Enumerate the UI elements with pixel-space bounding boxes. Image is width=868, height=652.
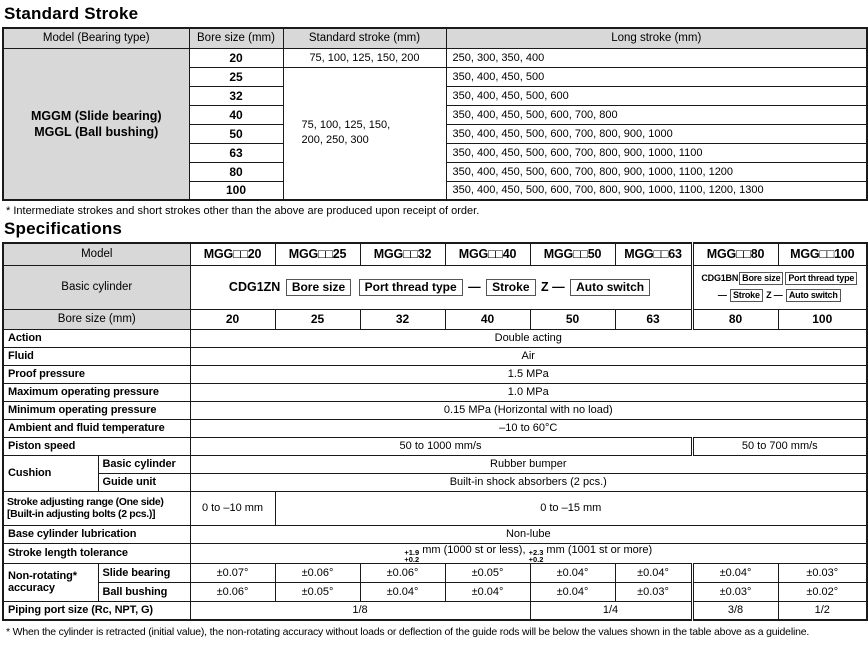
bore-cell: 40 [445, 309, 530, 329]
dash: — [773, 290, 783, 300]
piping-value-50-63: 1/4 [530, 601, 692, 620]
auto-switch-box: Auto switch [786, 289, 841, 302]
ambient-temp-value: –10 to 60°C [190, 419, 867, 437]
long-stroke-cell: 350, 400, 450, 500, 600, 700, 800 [446, 105, 867, 124]
slide-accuracy-cell: ±0.04° [530, 563, 615, 582]
model-mggm: MGGM (Slide bearing) [30, 108, 162, 123]
cushion-basic-row [3, 455, 867, 473]
port-thread-type-box: Port thread type [785, 272, 857, 285]
stroke-adjusting-label-line1: Stroke adjusting range (One side) [7, 496, 164, 508]
piston-speed-row [3, 437, 867, 455]
tolerance-text-2: mm (1001 st or more) [543, 543, 653, 556]
part-number-diagram-cdg1zn [190, 265, 692, 309]
port-thread-type-box: Port thread type [359, 279, 463, 296]
dash: — [552, 279, 565, 294]
fluid-value: Air [190, 347, 867, 365]
bore-cell: 100 [189, 181, 283, 200]
stroke-adjusting-row [3, 491, 867, 525]
long-stroke-cell: 350, 400, 450, 500 [446, 67, 867, 86]
bore-cell: 80 [692, 309, 778, 329]
model-cell: MGG□□80 [692, 243, 778, 265]
diagram-line1 [694, 270, 867, 287]
ambient-temp-row [3, 419, 867, 437]
model-cell: MGG□□63 [615, 243, 692, 265]
max-pressure-label: Maximum operating pressure [3, 383, 190, 401]
tolerance-value [190, 543, 867, 563]
tolerance-row [3, 543, 867, 563]
long-stroke-cell: 350, 400, 450, 500, 600, 700, 800, 900, 1000, 1100, 1200 [446, 162, 867, 181]
bore-cell: 20 [189, 48, 283, 67]
cushion-label: Cushion [3, 455, 98, 491]
standard-stroke-line1: 75, 100, 125, 150, [301, 119, 391, 132]
stroke-adjusting-label [3, 491, 190, 525]
ball-accuracy-cell: ±0.04° [445, 582, 530, 601]
long-stroke-cell: 350, 400, 450, 500, 600, 700, 800, 900, 1000 [446, 124, 867, 143]
header-model-bearing-type: Model (Bearing type) [3, 28, 189, 48]
standard-stroke-title: Standard Stroke [4, 4, 139, 23]
slide-accuracy-cell: ±0.07° [190, 563, 275, 582]
standard-stroke-table [2, 27, 868, 201]
fluid-row [3, 347, 867, 365]
long-stroke-cell: 250, 300, 350, 400 [446, 48, 867, 67]
bore-cell: 25 [189, 67, 283, 86]
lubrication-row [3, 525, 867, 543]
non-rotating-ball-row [3, 582, 867, 601]
proof-pressure-row [3, 365, 867, 383]
bore-cell: 100 [778, 309, 867, 329]
bore-cell: 20 [190, 309, 275, 329]
bore-cell: 80 [189, 162, 283, 181]
table-row [3, 48, 867, 67]
model-cell: MGG□□50 [530, 243, 615, 265]
tolerance-fraction-1 [404, 549, 419, 563]
header-standard-stroke: Standard stroke (mm) [283, 28, 446, 48]
piping-value-20-40: 1/8 [190, 601, 530, 620]
diagram-prefix: CDG1ZN [228, 279, 281, 294]
tolerance-label: Stroke length tolerance [3, 543, 190, 563]
ball-accuracy-cell: ±0.03° [692, 582, 778, 601]
model-cell: MGG□□100 [778, 243, 867, 265]
ball-accuracy-cell: ±0.04° [360, 582, 445, 601]
bore-cell: 50 [530, 309, 615, 329]
piping-value-100: 1/2 [778, 601, 867, 620]
piston-speed-value-80-100: 50 to 700 mm/s [692, 437, 867, 455]
max-pressure-row [3, 383, 867, 401]
tolerance-sup: +2.3 [528, 547, 544, 557]
tolerance-sup: +1.9 [404, 547, 420, 557]
bore-size-label: Bore size (mm) [3, 309, 190, 329]
min-pressure-label: Minimum operating pressure [3, 401, 190, 419]
slide-bearing-label: Slide bearing [98, 563, 190, 582]
ball-bushing-label: Ball bushing [98, 582, 190, 601]
dash: — [717, 290, 727, 300]
ball-accuracy-cell: ±0.02° [778, 582, 867, 601]
proof-pressure-value: 1.5 MPa [190, 365, 867, 383]
dash: — [468, 279, 481, 294]
z-symbol: Z [766, 290, 772, 300]
header-long-stroke: Long stroke (mm) [446, 28, 867, 48]
action-row [3, 329, 867, 347]
stroke-adjusting-label-line2: [Built-in adjusting bolts (2 pcs.)] [7, 508, 156, 520]
cushion-guide-row [3, 473, 867, 491]
model-cell: MGG□□32 [360, 243, 445, 265]
model-row-label: Model [3, 243, 190, 265]
long-stroke-cell: 350, 400, 450, 500, 600 [446, 86, 867, 105]
long-stroke-cell: 350, 400, 450, 500, 600, 700, 800, 900, 1000, 1100, 1200, 1300 [446, 181, 867, 200]
piston-speed-label: Piston speed [3, 437, 190, 455]
bore-size-box: Bore size [286, 279, 351, 296]
lubrication-label: Base cylinder lubrication [3, 525, 190, 543]
specifications-table [2, 242, 868, 621]
standard-stroke-20-cell: 75, 100, 125, 150, 200 [283, 48, 446, 67]
cushion-basic-label: Basic cylinder [98, 455, 190, 473]
tolerance-sub: +0.2 [528, 554, 544, 563]
model-row [3, 243, 867, 265]
standard-stroke-merged-cell [283, 67, 446, 200]
slide-accuracy-cell: ±0.04° [615, 563, 692, 582]
non-rotating-label-line2: accuracy [8, 582, 55, 594]
long-stroke-cell: 350, 400, 450, 500, 600, 700, 800, 900, 1000, 1100 [446, 143, 867, 162]
slide-accuracy-cell: ±0.06° [275, 563, 360, 582]
piping-value-80: 3/8 [692, 601, 778, 620]
min-pressure-value: 0.15 MPa (Horizontal with no load) [190, 401, 867, 419]
min-pressure-row [3, 401, 867, 419]
action-value: Double acting [190, 329, 867, 347]
tolerance-fraction-2 [529, 549, 544, 563]
basic-cylinder-label: Basic cylinder [3, 265, 190, 309]
bore-cell: 40 [189, 105, 283, 124]
bore-size-row [3, 309, 867, 329]
specifications-title: Specifications [4, 219, 123, 238]
piping-port-label: Piping port size (Rc, NPT, G) [3, 601, 190, 620]
model-cell: MGG□□40 [445, 243, 530, 265]
proof-pressure-label: Proof pressure [3, 365, 190, 383]
cushion-guide-value: Built-in shock absorbers (2 pcs.) [190, 473, 867, 491]
part-number-diagram-cdg1bn [692, 265, 867, 309]
stroke-box: Stroke [486, 279, 535, 296]
bore-size-box: Bore size [739, 272, 783, 285]
non-rotating-label-line1: Non-rotating* [8, 570, 77, 582]
ball-accuracy-cell: ±0.03° [615, 582, 692, 601]
bore-cell: 25 [275, 309, 360, 329]
stroke-box: Stroke [730, 289, 763, 302]
ball-accuracy-cell: ±0.04° [530, 582, 615, 601]
stroke-adjusting-value-25-100: 0 to –15 mm [275, 491, 867, 525]
standard-stroke-header-row [3, 28, 867, 48]
slide-accuracy-cell: ±0.03° [778, 563, 867, 582]
tolerance-text-1: mm (1000 st or less), [419, 543, 529, 556]
stroke-adjusting-value-20: 0 to –10 mm [190, 491, 275, 525]
fluid-label: Fluid [3, 347, 190, 365]
bore-cell: 32 [189, 86, 283, 105]
tolerance-sub: +0.2 [404, 554, 420, 563]
slide-accuracy-cell: ±0.06° [360, 563, 445, 582]
ball-accuracy-cell: ±0.06° [190, 582, 275, 601]
piping-port-row [3, 601, 867, 620]
specifications-footnote: * When the cylinder is retracted (initial value), the non-rotating accuracy without loads or deflection of the guide rods will be below the values shown in the table above as a guideline. [6, 626, 810, 638]
diagram-line2 [694, 287, 867, 304]
standard-stroke-footnote: * Intermediate strokes and short strokes other than the above are produced upon receipt of order. [6, 205, 480, 217]
model-mggl: MGGL (Ball bushing) [34, 124, 159, 139]
slide-accuracy-cell: ±0.05° [445, 563, 530, 582]
standard-stroke-line2: 200, 250, 300 [301, 134, 369, 147]
slide-accuracy-cell: ±0.04° [692, 563, 778, 582]
bore-cell: 50 [189, 124, 283, 143]
diagram-prefix: CDG1BN [701, 273, 739, 283]
piston-speed-value-20-63: 50 to 1000 mm/s [190, 437, 692, 455]
z-symbol: Z [540, 279, 549, 294]
non-rotating-label [3, 563, 98, 601]
cushion-basic-value: Rubber bumper [190, 455, 867, 473]
lubrication-value: Non-lube [190, 525, 867, 543]
ball-accuracy-cell: ±0.05° [275, 582, 360, 601]
ambient-temp-label: Ambient and fluid temperature [3, 419, 190, 437]
bore-cell: 32 [360, 309, 445, 329]
basic-cylinder-row [3, 265, 867, 309]
bore-cell: 63 [189, 143, 283, 162]
auto-switch-box: Auto switch [570, 279, 650, 296]
non-rotating-slide-row [3, 563, 867, 582]
bore-cell: 63 [615, 309, 692, 329]
header-bore-size: Bore size (mm) [189, 28, 283, 48]
cushion-guide-label: Guide unit [98, 473, 190, 491]
model-cell: MGG□□25 [275, 243, 360, 265]
model-cell [3, 48, 189, 200]
model-cell: MGG□□20 [190, 243, 275, 265]
action-label: Action [3, 329, 190, 347]
max-pressure-value: 1.0 MPa [190, 383, 867, 401]
